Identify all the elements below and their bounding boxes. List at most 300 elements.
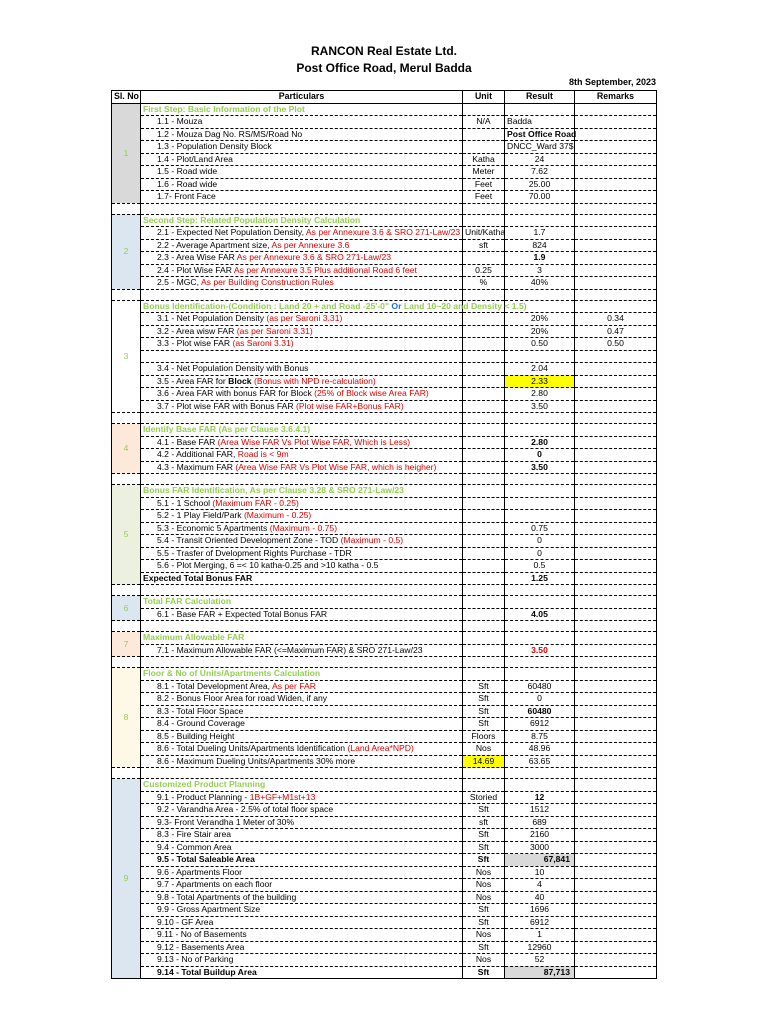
remarks-cell: [575, 866, 657, 879]
spacer-cell: [112, 585, 141, 596]
result-cell: 1.9: [505, 252, 575, 265]
spacer-cell: [112, 289, 141, 300]
empty-remark-cell: [575, 103, 657, 116]
remarks-cell: 0.34: [575, 313, 657, 326]
section-title: [141, 103, 463, 116]
result-cell: 70.00: [505, 191, 575, 204]
unit-cell: [463, 535, 505, 548]
section-number: [112, 214, 141, 289]
section-number: [112, 300, 141, 413]
result-cell: 25.00: [505, 178, 575, 191]
spacer-cell: [463, 289, 505, 300]
remarks-cell: [575, 153, 657, 166]
empty-result-cell: [505, 596, 575, 609]
particulars-cell: [141, 141, 463, 154]
particulars-cell: [141, 730, 463, 743]
empty-result-cell: [505, 632, 575, 645]
row-label: 4.1 - Base FAR: [157, 436, 216, 447]
particulars-cell: [141, 916, 463, 929]
particulars-cell: [141, 350, 463, 363]
particulars-cell: [141, 693, 463, 706]
row-label: 7.1 - Maximum Allowable FAR (<=Maximum FAR) & SRO 271-Law/23: [157, 644, 423, 655]
unit-cell: %: [463, 277, 505, 290]
result-cell: 12960: [505, 941, 575, 954]
unit-cell: Storied: [463, 791, 505, 804]
row-label: 8.3 - Total Floor Space: [157, 705, 244, 716]
table-row: [112, 116, 657, 129]
col-header-unit: Unit: [463, 91, 505, 104]
row-label: 2.5 - MGC,: [157, 277, 200, 288]
result-cell: 10: [505, 866, 575, 879]
unit-cell: Feet: [463, 191, 505, 204]
row-note: (as per Saroni 3.31): [236, 325, 313, 336]
particulars-cell: [141, 510, 463, 523]
particulars-cell: [141, 239, 463, 252]
table-row: [112, 705, 657, 718]
table-row: [112, 791, 657, 804]
unit-cell: sft: [463, 239, 505, 252]
table-row: [112, 966, 657, 979]
spacer-cell: [463, 413, 505, 424]
spacer-cell: [505, 621, 575, 632]
remarks-cell: [575, 644, 657, 657]
result-cell: 2160: [505, 829, 575, 842]
spacer-cell: [575, 474, 657, 485]
spacer-cell: [463, 203, 505, 214]
particulars-cell: [141, 338, 463, 351]
row-label: 6.1 - Base FAR + Expected Total Bonus FAR: [157, 608, 328, 619]
row-note: (Land Area*NPD): [347, 743, 414, 754]
remarks-cell: [575, 730, 657, 743]
row-note: As per FAR: [271, 680, 316, 691]
table-row: [112, 338, 657, 351]
section-title-text-b: Land 10~20 and Density < 1.5): [403, 300, 527, 311]
section-title-text: First Step: Basic Information of the Plot: [143, 103, 305, 114]
result-cell: 40: [505, 891, 575, 904]
section-title-row: [112, 424, 657, 437]
spacer-cell: [112, 203, 141, 214]
empty-unit-cell: [463, 596, 505, 609]
spacer-row: [112, 621, 657, 632]
unit-cell: Sft: [463, 705, 505, 718]
remarks-cell: [575, 388, 657, 401]
result-cell: 3: [505, 264, 575, 277]
table-row: [112, 829, 657, 842]
col-header-sl: Sl. No: [112, 91, 141, 104]
result-cell: 3000: [505, 841, 575, 854]
unit-cell: Sft: [463, 680, 505, 693]
particulars-cell: [141, 325, 463, 338]
unit-cell: Sft: [463, 966, 505, 979]
particulars-cell: [141, 535, 463, 548]
table-row: [112, 560, 657, 573]
particulars-cell: [141, 841, 463, 854]
empty-result-cell: [505, 214, 575, 227]
row-label: 9.1 - Product Planning -: [157, 791, 248, 802]
remarks-cell: [575, 535, 657, 548]
remarks-cell: [575, 854, 657, 867]
table-row: [112, 153, 657, 166]
remarks-cell: [575, 497, 657, 510]
result-cell: 1512: [505, 804, 575, 817]
spacer-cell: [505, 289, 575, 300]
empty-unit-cell: [463, 424, 505, 437]
particulars-cell: [141, 866, 463, 879]
table-row: [112, 904, 657, 917]
section-title-text: Total FAR Calculation: [143, 596, 232, 607]
result-cell: 1696: [505, 904, 575, 917]
row-note: (Area Wise FAR Vs Plot Wise FAR, Which is Less): [217, 436, 411, 447]
unit-cell: [463, 522, 505, 535]
result-cell: 24: [505, 153, 575, 166]
result-cell: 8.75: [505, 730, 575, 743]
section-number-label: 8: [123, 712, 129, 723]
remarks-cell: [575, 350, 657, 363]
particulars-cell: [141, 804, 463, 817]
row-note: Road is < 9m: [237, 449, 289, 460]
table-row: [112, 400, 657, 413]
table-row: [112, 313, 657, 326]
particulars-cell: [141, 572, 463, 585]
table-row: [112, 535, 657, 548]
remarks-cell: 0.50: [575, 338, 657, 351]
unit-cell: Floors: [463, 730, 505, 743]
spacer-cell: [463, 474, 505, 485]
remarks-cell: [575, 375, 657, 388]
remarks-cell: [575, 436, 657, 449]
row-label: 9.10 - GF Area: [157, 916, 214, 927]
spacer-cell: [112, 768, 141, 779]
row-note: (Bonus with NPD re-calculation): [253, 375, 376, 386]
particulars-cell: [141, 522, 463, 535]
spacer-cell: [505, 203, 575, 214]
result-cell: 20%: [505, 313, 575, 326]
section-title-row: [112, 485, 657, 498]
row-label: 3.2 - Area wisw FAR: [157, 325, 235, 336]
table-row: [112, 718, 657, 731]
spacer-cell: [112, 621, 141, 632]
row-label: 5.5 - Trasfer of Dvelopment Rights Purchase - TDR: [157, 547, 352, 558]
spacer-cell: [463, 657, 505, 668]
row-label: 1.3 - Population Density Block: [157, 141, 272, 152]
remarks-cell: [575, 449, 657, 462]
section-title: [141, 779, 463, 792]
unit-cell: [463, 388, 505, 401]
table-row: [112, 252, 657, 265]
result-cell: [505, 350, 575, 363]
remarks-cell: [575, 252, 657, 265]
spacer-cell: [575, 768, 657, 779]
remarks-cell: [575, 879, 657, 892]
table-row: [112, 178, 657, 191]
particulars-cell: [141, 816, 463, 829]
col-header-remarks: Remarks: [575, 91, 657, 104]
row-label: 5.4 - Transit Oriented Development Zone - TOD: [157, 535, 339, 546]
spacer-row: [112, 413, 657, 424]
row-label: 8.5 - Building Height: [157, 730, 235, 741]
section-title-text: Customized Product Planning: [143, 779, 266, 790]
row-label: 3.1 - Net Population Density: [157, 313, 265, 324]
particulars-cell: [141, 313, 463, 326]
result-cell: 48.96: [505, 743, 575, 756]
row-label: 9.14 - Total Buildup Area: [157, 966, 257, 977]
section-title-row: [112, 103, 657, 116]
result-cell: 6912: [505, 916, 575, 929]
result-cell: 0.50: [505, 338, 575, 351]
particulars-cell: [141, 178, 463, 191]
table-row: [112, 325, 657, 338]
row-label: 1.1 - Mouza: [157, 116, 203, 127]
unit-cell: Unit/Katha: [463, 227, 505, 240]
row-label: 8.3 - Fire Stair area: [157, 829, 232, 840]
empty-result-cell: [505, 103, 575, 116]
row-label: 9.4 - Common Area: [157, 841, 232, 852]
spacer-cell: [463, 621, 505, 632]
unit-cell: [463, 141, 505, 154]
section-title-text: Bonus Identification-(Condition : Land 20 + and Road -25'-0": [143, 300, 390, 311]
section-title: [141, 596, 463, 609]
unit-cell: [463, 375, 505, 388]
remarks-cell: [575, 841, 657, 854]
section-number-label: 1: [123, 147, 129, 158]
unit-cell: Katha: [463, 153, 505, 166]
table-row: [112, 277, 657, 290]
table-row: [112, 916, 657, 929]
particulars-cell: [141, 966, 463, 979]
remarks-cell: [575, 966, 657, 979]
empty-unit-cell: [463, 632, 505, 645]
report-date: 8th September, 2023: [568, 77, 656, 87]
result-cell: 6912: [505, 718, 575, 731]
remarks-cell: [575, 128, 657, 141]
particulars-cell: [141, 954, 463, 967]
empty-unit-cell: [463, 779, 505, 792]
table-row: [112, 954, 657, 967]
row-label: 1.5 - Road wide: [157, 166, 218, 177]
row-label: 5.6 - Plot Merging, 6 =< 10 katha-0.25 and >10 katha - 0.5: [157, 560, 379, 571]
unit-cell: [463, 128, 505, 141]
unit-cell: [463, 436, 505, 449]
unit-cell: [463, 400, 505, 413]
far-calculation-sheet: [111, 90, 657, 979]
row-label: 9.2 - Varandha Area - 2.5% of total floor space: [157, 804, 334, 815]
row-note: (Maximum - 0.5): [340, 535, 404, 546]
unit-cell: Sft: [463, 841, 505, 854]
unit-cell: Sft: [463, 804, 505, 817]
unit-cell: Nos: [463, 879, 505, 892]
spacer-row: [112, 657, 657, 668]
spacer-cell: [575, 289, 657, 300]
section-number: [112, 596, 141, 621]
unit-cell: [463, 510, 505, 523]
row-label: 1.2 - Mouza Dag No. RS/MS/Road No: [157, 128, 303, 139]
section-number-label: 2: [123, 246, 129, 257]
unit-cell: [463, 560, 505, 573]
row-label: 9.7 - Apartments on each floor: [157, 879, 273, 890]
remarks-cell: [575, 680, 657, 693]
empty-remark-cell: [575, 779, 657, 792]
row-note: (Area Wise FAR Vs Plot Wise FAR, which is heigher): [235, 461, 437, 472]
row-label: 9.5 - Total Saleable Area: [157, 854, 255, 865]
row-label: 5.1 - 1 School: [157, 497, 211, 508]
table-row: [112, 854, 657, 867]
row-label: 3.7 - Plot wise FAR with Bonus FAR: [157, 400, 294, 411]
section-title: [141, 485, 463, 498]
unit-cell: [463, 252, 505, 265]
remarks-cell: [575, 829, 657, 842]
spacer-cell: [575, 657, 657, 668]
row-label: 8.1 - Total Development Area,: [157, 680, 271, 691]
table-row: [112, 510, 657, 523]
unit-cell: [463, 338, 505, 351]
particulars-cell: [141, 854, 463, 867]
table-row: [112, 879, 657, 892]
row-note: (as per Saroni 3.31): [266, 313, 343, 324]
particulars-cell: [141, 705, 463, 718]
row-label: 1.4 - Plot/Land Area: [157, 153, 233, 164]
row-label: 9.8 - Total Apartments of the building: [157, 891, 297, 902]
unit-cell: [463, 325, 505, 338]
unit-cell: [463, 547, 505, 560]
result-cell: 12: [505, 791, 575, 804]
empty-unit-cell: [463, 103, 505, 116]
unit-cell: 14.69: [463, 755, 505, 768]
table-row: [112, 388, 657, 401]
table-row: [112, 449, 657, 462]
row-label: 9.11 - No of Basements: [157, 929, 247, 940]
unit-cell: [463, 461, 505, 474]
row-note: As per Building Construction Rules: [200, 277, 334, 288]
unit-cell: Sft: [463, 941, 505, 954]
table-row: [112, 166, 657, 179]
result-cell: 20%: [505, 325, 575, 338]
table-row: [112, 191, 657, 204]
section-title-or: Or: [391, 300, 402, 311]
section-title-row: [112, 300, 657, 313]
particulars-cell: [141, 879, 463, 892]
particulars-cell: [141, 449, 463, 462]
company-title: RANCON Real Estate Ltd.: [310, 44, 458, 58]
unit-cell: Nos: [463, 866, 505, 879]
unit-cell: Sft: [463, 693, 505, 706]
row-label: 4.2 - Additional FAR,: [157, 449, 236, 460]
row-label: 5.2 - 1 Play Field/Park: [157, 510, 242, 521]
row-label: 1.7- Front Face: [157, 191, 216, 202]
remarks-cell: [575, 547, 657, 560]
row-label: 2.2 - Average Apartment size,: [157, 239, 270, 250]
remarks-cell: [575, 191, 657, 204]
result-cell: 63.65: [505, 755, 575, 768]
unit-cell: [463, 572, 505, 585]
result-cell: 0.5: [505, 560, 575, 573]
col-header-particulars: Particulars: [141, 91, 463, 104]
spacer-cell: [141, 657, 463, 668]
row-label: Expected Total Bonus FAR: [143, 572, 253, 583]
particulars-cell: [141, 608, 463, 621]
section-title-row: [112, 596, 657, 609]
spacer-cell: [575, 413, 657, 424]
particulars-cell: [141, 166, 463, 179]
col-header-result: Result: [505, 91, 575, 104]
section-title: [141, 214, 463, 227]
section-title-text: Bonus FAR Identification, As per Clause 3.28 & SRO 271-Law/23: [143, 485, 404, 496]
table-row: [112, 743, 657, 756]
result-cell: 3.50: [505, 400, 575, 413]
particulars-cell: [141, 941, 463, 954]
spacer-cell: [505, 768, 575, 779]
section-title: [141, 300, 527, 313]
row-note: (Maximum - 0.75): [269, 522, 338, 533]
particulars-cell: [141, 560, 463, 573]
table-row: [112, 608, 657, 621]
empty-remark-cell: [575, 596, 657, 609]
unit-cell: Sft: [463, 916, 505, 929]
unit-cell: [463, 497, 505, 510]
particulars-cell: [141, 904, 463, 917]
remarks-cell: [575, 277, 657, 290]
particulars-cell: [141, 461, 463, 474]
spacer-row: [112, 768, 657, 779]
row-note: (Plot wise FAR+Bonus FAR): [296, 400, 404, 411]
table-row: [112, 841, 657, 854]
section-title: [141, 632, 463, 645]
remarks-cell: [575, 941, 657, 954]
site-address: Post Office Road, Merul Badda: [296, 61, 472, 75]
table-row: [112, 239, 657, 252]
result-cell: DNCC_Ward 37$: [505, 141, 575, 154]
spacer-cell: [112, 474, 141, 485]
empty-result-cell: [505, 485, 575, 498]
result-cell: 7.62: [505, 166, 575, 179]
spacer-cell: [505, 585, 575, 596]
particulars-cell: [141, 547, 463, 560]
remarks-cell: [575, 116, 657, 129]
spacer-row: [112, 474, 657, 485]
result-cell: 0: [505, 449, 575, 462]
table-row: [112, 891, 657, 904]
remarks-cell: [575, 264, 657, 277]
particulars-cell: [141, 644, 463, 657]
empty-result-cell: [505, 424, 575, 437]
remarks-cell: [575, 693, 657, 706]
header-row: [112, 91, 657, 104]
particulars-cell: [141, 227, 463, 240]
particulars-cell: [141, 153, 463, 166]
result-cell: 2.04: [505, 363, 575, 376]
unit-cell: [463, 644, 505, 657]
spacer-cell: [112, 657, 141, 668]
row-label: 9.13 - No of Parking: [157, 954, 234, 965]
section-title: [141, 424, 463, 437]
particulars-cell: [141, 116, 463, 129]
unit-cell: Sft: [463, 718, 505, 731]
section-number-label: 6: [123, 602, 129, 613]
section-title-text: Maximum Allowable FAR: [143, 632, 245, 643]
unit-cell: [463, 449, 505, 462]
row-note: As per Annexure 3.6 & SRO 271-Law/23: [305, 227, 461, 238]
row-label: 3.3 - Plot wise FAR: [157, 338, 231, 349]
row-note: As per Annexure 3.6 & SRO 271-Law/23: [236, 252, 392, 263]
unit-cell: [463, 608, 505, 621]
result-cell: 3.50: [505, 461, 575, 474]
remarks-cell: [575, 718, 657, 731]
table-row: [112, 141, 657, 154]
section-number: [112, 485, 141, 585]
row-label-bold-word: Block: [228, 375, 252, 386]
row-label: 8.6 - Total Dueling Units/Apartments Identification: [157, 743, 346, 754]
row-label: 2.3 - Area Wise FAR: [157, 252, 235, 263]
spacer-cell: [112, 413, 141, 424]
